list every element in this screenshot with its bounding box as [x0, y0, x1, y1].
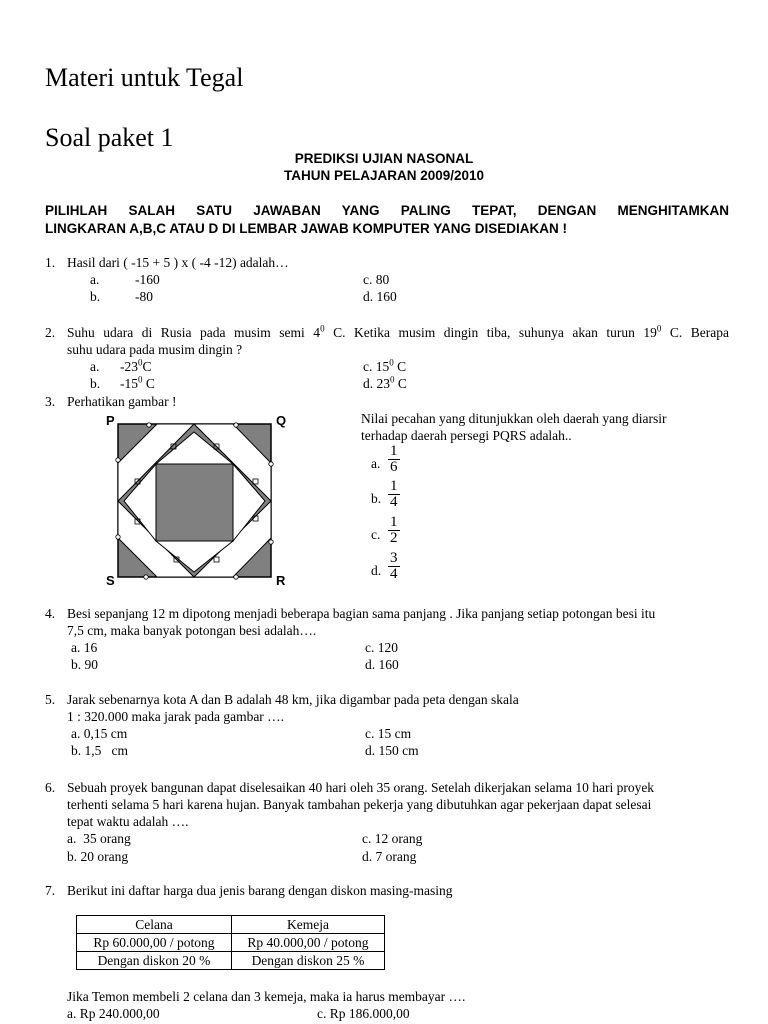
q2-number: 2.	[45, 325, 56, 340]
q2-option-b: $-15^0$ C	[120, 374, 155, 391]
q6-text-line3: tepat waktu adalah ….	[67, 814, 189, 829]
square-pqrs-diagram	[100, 412, 300, 592]
q2-option-a: $-23^0C$	[120, 357, 152, 374]
q3-desc-line2: terhadap daerah persegi PQRS adalah..	[361, 428, 572, 443]
q1-option-d: d. 160	[363, 289, 397, 304]
label-s: S	[106, 573, 115, 588]
q5-option-c: c. 15 cm	[365, 726, 412, 741]
instruction-line2: LINGKARAN A,B,C ATAU D DI LEMBAR JAWAB KOMPUTER YANG DISEDIAKAN !	[45, 221, 568, 236]
q3-option-a-label: a.	[371, 456, 381, 471]
q3-option-c-fraction: $\frac{1}{2}$	[390, 514, 398, 546]
q4-option-c: c. 120	[365, 640, 398, 655]
q7-number: 7.	[45, 883, 56, 898]
q5-option-d: d. 150 cm	[365, 743, 419, 758]
q6-number: 6.	[45, 780, 56, 795]
table-cell: Dengan diskon 25 %	[232, 952, 385, 970]
label-p: P	[106, 413, 115, 428]
label-r: R	[276, 573, 286, 588]
q7-text: Berikut ini daftar harga dua jenis barang dengan diskon masing-masing	[67, 883, 453, 898]
table-row	[77, 934, 385, 952]
q2-option-b-label: b.	[90, 376, 101, 391]
q6-text-line1: Sebuah proyek bangunan dapat diselesaikan 40 hari oleh 35 orang. Setelah dikerjakan selama 10 hari proyek	[67, 780, 655, 795]
q4-text-line2: 7,5 cm, maka banyak potongan besi adalah….	[67, 623, 317, 638]
table-cell: Rp 40.000,00 / potong	[232, 934, 385, 952]
table-cell: Dengan diskon 20 %	[77, 952, 232, 970]
q3-figure	[100, 412, 300, 592]
q1-option-a: -160	[135, 272, 160, 287]
q4-option-b: b. 90	[71, 657, 98, 672]
document-title: Materi untuk Tegal	[45, 63, 244, 92]
q3-desc-line1: Nilai pecahan yang ditunjukkan oleh daerah yang diarsir	[361, 411, 667, 426]
q2-option-d: d. $23^0$ C	[363, 374, 407, 391]
q4-option-a: a. 16	[71, 640, 98, 655]
q6-text-line2: terhenti selama 5 hari karena hujan. Banyak tambahan pekerja yang dibutuhkan agar pekerjaan dapat selesai	[67, 797, 652, 812]
q6-option-b: b. 20 orang	[67, 849, 129, 864]
q5-text-line2: 1 : 320.000 maka jarak pada gambar ….	[67, 709, 285, 724]
q3-number: 3.	[45, 394, 56, 409]
q3-option-a-fraction: $\frac{1}{6}$	[390, 443, 398, 475]
q5-number: 5.	[45, 692, 56, 707]
table-header-row	[77, 916, 385, 934]
q3-option-d-label: d.	[371, 563, 382, 578]
q3-option-b-fraction: $\frac{1}{4}$	[390, 478, 398, 510]
q1-text: Hasil dari ( -15 + 5 ) x ( -4 -12) adalah…	[67, 255, 289, 270]
q5-text-line1: Jarak sebenarnya kota A dan B adalah 48 km, jika digambar pada peta dengan skala	[67, 692, 519, 707]
q4-option-d: d. 160	[365, 657, 399, 672]
q3-option-c-label: c.	[371, 527, 381, 542]
q3-text: Perhatikan gambar !	[67, 394, 177, 409]
instruction-line1: PILIHLAH SALAH SATU JAWABAN YANG PALING TEPAT, DENGAN MENGHITAMKAN	[45, 203, 729, 218]
q6-option-a: a. 35 orang	[67, 831, 131, 846]
q5-option-b: b. 1,5 cm	[71, 743, 128, 758]
q1-number: 1.	[45, 255, 56, 270]
q3-option-b-label: b.	[371, 491, 382, 506]
q6-option-c: c. 12 orang	[362, 831, 423, 846]
q2-option-a-label: a.	[90, 359, 100, 374]
table-row	[77, 952, 385, 970]
q7-question: Jika Temon membeli 2 celana dan 3 kemeja, maka ia harus membayar ….	[67, 989, 466, 1004]
q5-option-a: a. 0,15 cm	[71, 726, 128, 741]
label-q: Q	[276, 413, 287, 428]
q1-option-c: c. 80	[363, 272, 390, 287]
q7-option-a: a. Rp 240.000,00	[67, 1006, 160, 1021]
q2-option-c: c. $15^0$ C	[363, 357, 407, 374]
q1-option-b-label: b.	[90, 289, 101, 304]
table-header-kemeja: Kemeja	[232, 916, 385, 934]
q7-option-c: c. Rp 186.000,00	[317, 1006, 410, 1021]
exam-header-line2: TAHUN PELAJARAN 2009/2010	[283, 168, 485, 183]
table-header-celana: Celana	[77, 916, 232, 934]
table-cell: Rp 60.000,00 / potong	[77, 934, 232, 952]
q4-text-line1: Besi sepanjang 12 m dipotong menjadi beberapa bagian sama panjang . Jika panjang setiap potongan besi itu	[67, 606, 656, 621]
q6-option-d: d. 7 orang	[362, 849, 417, 864]
q1-option-b: -80	[135, 289, 153, 304]
price-table	[76, 915, 385, 970]
q4-number: 4.	[45, 606, 56, 621]
q2-text-line2: suhu udara pada musim dingin ?	[67, 342, 243, 357]
exam-header-line1: PREDIKSI UJIAN NASONAL	[294, 151, 474, 166]
q1-option-a-label: a.	[90, 272, 100, 287]
package-title: Soal paket 1	[45, 123, 174, 152]
q2-text-line1: Suhu udara di Rusia pada musim semi $4^0$ C. Ketika musim dingin tiba, suhunya akan turun $19^0$ C. Berapa	[67, 323, 730, 340]
q3-option-d-fraction: $\frac{3}{4}$	[390, 550, 398, 582]
